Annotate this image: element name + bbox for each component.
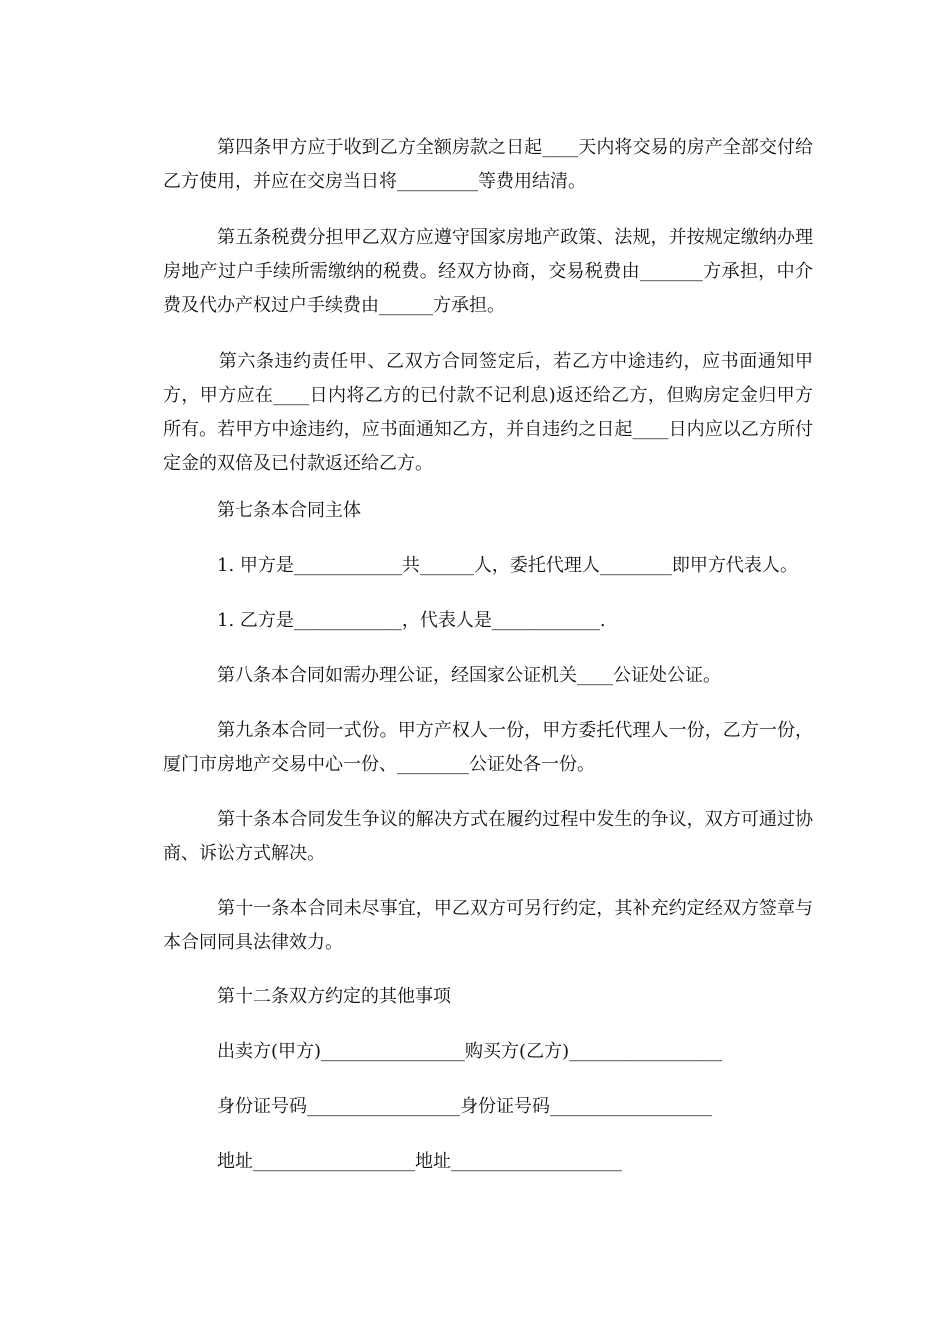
article-4-delivery: 第四条甲方应于收到乙方全额房款之日起____天内将交易的房产全部交付给乙方使用，并应在交房当日将_________等费用结清。 (163, 137, 813, 192)
article-9-copies: 第九条本合同一式份。甲方产权人一份，甲方委托代理人一份，乙方一份，厦门市房地产交易中心一份、________公证处各一份。 (163, 720, 813, 775)
signature-addresses: 地址__________________地址___________________ (163, 1151, 622, 1172)
party-a-line: 1. 甲方是____________共______人，委托代理人________即甲方代表人。 (163, 555, 798, 576)
article-12-other-matters: 第十二条双方约定的其他事项 (163, 986, 451, 1007)
article-6-breach: 第六条违约责任甲、乙双方合同签定后，若乙方中途违约，应书面通知甲方，甲方应在____日内将乙方的已付款不记利息)返还给乙方，但购房定金归甲方所有。若甲方中途违约，应书面通知乙方，并自违约之日起____日内应以乙方所付定金的双倍及已付款返还给乙方。 (163, 351, 813, 474)
article-11-supplement: 第十一条本合同未尽事宜，甲乙双方可另行约定，其补充约定经双方签章与本合同同具法律效力。 (163, 898, 813, 953)
party-b-line: 1. 乙方是____________，代表人是____________. (163, 610, 606, 631)
article-8-notary: 第八条本合同如需办理公证，经国家公证机关____公证处公证。 (163, 665, 721, 686)
signature-id-numbers: 身份证号码_________________身份证号码__________________ (163, 1096, 712, 1117)
signature-seller-buyer: 出卖方(甲方)________________购买方(乙方)_________________ (163, 1041, 723, 1062)
article-7-heading: 第七条本合同主体 (163, 500, 361, 521)
article-5-taxes: 第五条税费分担甲乙双方应遵守国家房地产政策、法规，并按规定缴纳办理房地产过户手续所需缴纳的税费。经双方协商，交易税费由_______方承担，中介费及代办产权过户手续费由______方承担。 (163, 227, 813, 316)
article-10-disputes: 第十条本合同发生争议的解决方式在履约过程中发生的争议，双方可通过协商、诉讼方式解决。 (163, 809, 813, 864)
